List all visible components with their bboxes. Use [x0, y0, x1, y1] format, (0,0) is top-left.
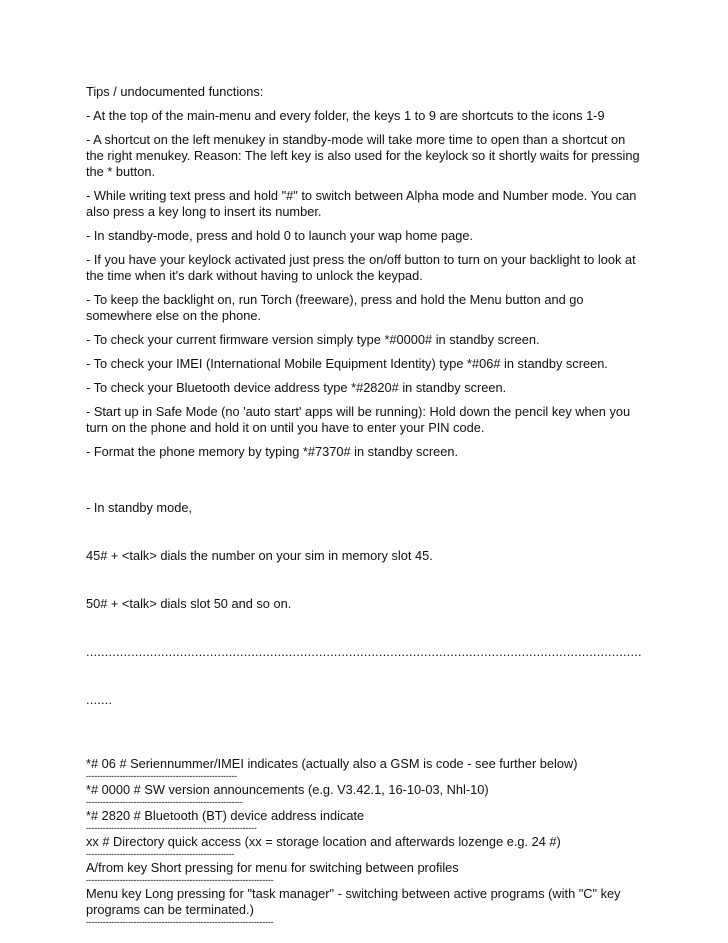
document-body — [86, 84, 646, 928]
code-entry: A/from key Short pressing for menu for switching between profiles — [86, 860, 459, 875]
standby-line: - In standby mode, — [86, 500, 192, 515]
code-entry: *# 0000 # SW version announcements (e.g. V3.42.1, 16-10-03, Nhl-10) — [86, 782, 489, 797]
tip-paragraph: - To keep the backlight on, run Torch (freeware), press and hold the Menu button and go somewhere else on the phone. — [86, 292, 588, 323]
standby-line: 50# + <talk> dials slot 50 and so on. — [86, 596, 292, 611]
code-entry: Menu key Long pressing for "task manager" - switching between active programs (with "C" key programs can be terminated.) — [86, 886, 621, 917]
tip-paragraph: - If you have your keylock activated just press the on/off button to turn on your backlight to look at the time when it's dark without having to unlock the keypad. — [86, 252, 640, 283]
tip-paragraph: - Format the phone memory by typing *#7370# in standby screen. — [86, 444, 459, 459]
tip-paragraph: - Start up in Safe Mode (no 'auto start' apps will be running): Hold down the pencil key when you turn on the phone and hold it on until you have to enter your PIN code. — [86, 404, 634, 435]
code-entry: *# 2820 # Bluetooth (BT) device address indicate — [86, 808, 365, 823]
dashed-rule: ------------------------------------------------------ — [86, 771, 238, 781]
dashed-rule: -------------------------------------------------------- — [86, 797, 243, 807]
code-entry: xx # Directory quick access (xx = storage location and afterwards lozenge e.g. 24 #) — [86, 834, 561, 849]
dashed-rule: ------------------------------------------------------------------- — [86, 917, 274, 927]
doc-heading: Tips / undocumented functions: — [86, 84, 264, 99]
dotted-separator: .................................................................................................................................................... — [86, 644, 642, 659]
dashed-rule: ----------------------------------------------------- — [86, 849, 235, 859]
dashed-rule: ------------------------------------------------------------------- — [86, 875, 274, 885]
dashed-rule: ------------------------------------------------------------- — [86, 823, 257, 833]
spacer — [86, 740, 646, 748]
code-entry: *# 06 # Seriennummer/IMEI indicates (actually also a GSM is code - see further below) — [86, 756, 578, 771]
standby-line: 45# + <talk> dials the number on your sim in memory slot 45. — [86, 548, 433, 563]
dotted-separator-end: ....... — [86, 692, 113, 707]
tip-paragraph: - At the top of the main-menu and every folder, the keys 1 to 9 are shortcuts to the icons 1-9 — [86, 108, 605, 123]
spacer — [86, 748, 646, 756]
tip-paragraph: - To check your current firmware version simply type *#0000# in standby screen. — [86, 332, 540, 347]
tip-paragraph: - To check your IMEI (International Mobile Equipment Identity) type *#06# in standby screen. — [86, 356, 608, 371]
tip-paragraph: - To check your Bluetooth device address type *#2820# in standby screen. — [86, 380, 507, 395]
tip-paragraph: - While writing text press and hold "#" to switch between Alpha mode and Number mode. You can also press a key long to insert its number. — [86, 188, 640, 219]
tip-paragraph: - In standby-mode, press and hold 0 to launch your wap home page. — [86, 228, 473, 243]
standby-mode-block — [86, 468, 646, 740]
tip-paragraph: - A shortcut on the left menukey in standby-mode will take more time to open than a shortcut on the right menukey. Reason: The left key is also used for the keylock so it shortly waits for pressing the * button. — [86, 132, 644, 179]
codes-list — [86, 756, 646, 927]
